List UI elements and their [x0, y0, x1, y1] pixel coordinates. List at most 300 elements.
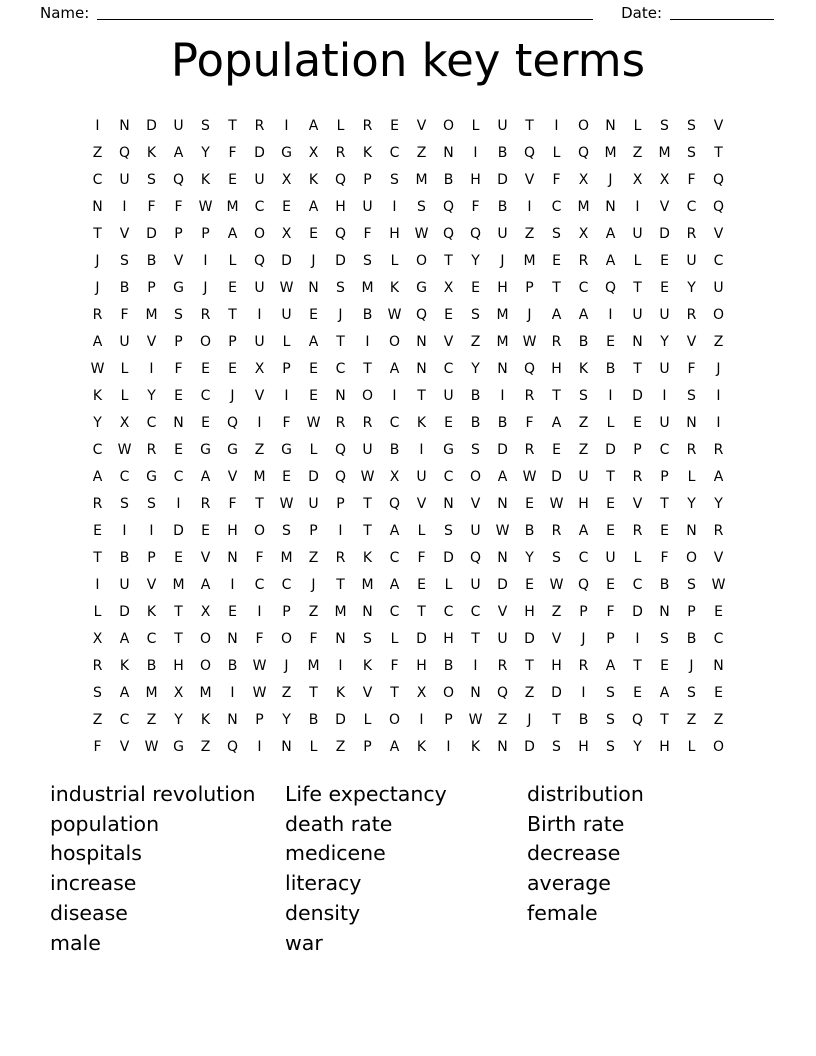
grid-cell: D — [146, 117, 157, 134]
grid-cell: P — [660, 468, 669, 485]
grid-cell: Q — [226, 414, 239, 431]
grid-cell: B — [497, 198, 508, 215]
grid-cell: U — [119, 333, 130, 350]
grid-cell: V — [713, 549, 724, 566]
grid-cell: J — [203, 279, 208, 296]
grid-cell: Q — [334, 468, 347, 485]
grid-cell: C — [389, 414, 400, 431]
grid-cell: S — [417, 198, 426, 215]
grid-cell: D — [335, 711, 346, 728]
grid-cell: X — [281, 225, 292, 242]
grid-cell: Q — [118, 144, 131, 161]
grid-cell: T — [228, 306, 237, 323]
grid-cell: W — [90, 360, 105, 377]
grid-cell: K — [362, 657, 373, 674]
grid-cell: J — [311, 252, 316, 269]
grid-cell: D — [551, 684, 562, 701]
grid-cell: P — [255, 711, 264, 728]
grid-cell: U — [173, 117, 184, 134]
grid-cell: V — [713, 117, 724, 134]
grid-cell: F — [93, 738, 102, 755]
grid-cell: A — [92, 468, 103, 485]
grid-cell: C — [713, 630, 724, 647]
grid-cell: K — [470, 738, 481, 755]
grid-cell: P — [633, 441, 642, 458]
grid-cell: R — [551, 522, 562, 539]
grid-cell: T — [174, 630, 183, 647]
grid-cell: H — [173, 657, 184, 674]
grid-cell: V — [470, 495, 481, 512]
grid-cell: W — [279, 495, 294, 512]
grid-cell: O — [388, 711, 401, 728]
grid-cell: T — [336, 576, 345, 593]
grid-cell: M — [523, 252, 536, 269]
grid-cell: I — [662, 387, 667, 404]
grid-cell: P — [336, 495, 345, 512]
grid-cell: E — [525, 576, 534, 593]
grid-cell: X — [200, 603, 211, 620]
grid-cell: E — [525, 495, 534, 512]
grid-cell: O — [469, 468, 482, 485]
grid-cell: K — [146, 603, 157, 620]
grid-cell: I — [203, 252, 208, 269]
grid-cell: F — [525, 414, 534, 431]
grid-cell: U — [443, 387, 454, 404]
grid-cell: I — [338, 657, 343, 674]
grid-cell: B — [119, 549, 130, 566]
grid-cell: I — [392, 387, 397, 404]
grid-cell: S — [336, 279, 345, 296]
grid-cell: O — [577, 117, 590, 134]
grid-cell: H — [227, 522, 238, 539]
grid-cell: U — [497, 630, 508, 647]
grid-cell: E — [660, 279, 669, 296]
grid-cell: D — [443, 549, 454, 566]
grid-cell: E — [714, 603, 723, 620]
grid-cell: Z — [686, 711, 697, 728]
word-item: Birth rate — [527, 811, 625, 836]
grid-cell: W — [387, 306, 402, 323]
grid-cell: E — [417, 576, 426, 593]
grid-cell: U — [470, 576, 481, 593]
grid-cell: V — [119, 738, 130, 755]
grid-cell: R — [254, 117, 265, 134]
grid-cell: I — [608, 387, 613, 404]
grid-cell: B — [389, 441, 400, 458]
grid-cell: Y — [174, 711, 183, 728]
word-list — [50, 780, 786, 958]
grid-cell: A — [605, 657, 616, 674]
grid-cell: X — [389, 468, 400, 485]
grid-cell: J — [527, 306, 532, 323]
grid-cell: H — [524, 603, 535, 620]
grid-cell: I — [257, 414, 262, 431]
grid-cell: R — [524, 387, 535, 404]
date-blank-line — [670, 4, 774, 20]
grid-cell: C — [119, 468, 130, 485]
grid-cell: Z — [551, 603, 562, 620]
grid-cell: O — [712, 306, 725, 323]
grid-cell: V — [659, 198, 670, 215]
word-list-column — [50, 780, 285, 958]
grid-cell: B — [119, 279, 130, 296]
grid-cell: Z — [632, 144, 643, 161]
grid-cell: G — [227, 441, 238, 458]
grid-cell: B — [659, 576, 670, 593]
grid-cell: A — [173, 144, 184, 161]
grid-cell: S — [471, 441, 480, 458]
grid-cell: I — [257, 738, 262, 755]
grid-cell: O — [442, 684, 455, 701]
grid-cell: R — [200, 495, 211, 512]
grid-cell: M — [199, 684, 212, 701]
grid-cell: L — [309, 441, 318, 458]
grid-cell: O — [199, 630, 212, 647]
grid-cell: L — [282, 333, 291, 350]
grid-cell: Q — [334, 225, 347, 242]
grid-cell: S — [552, 225, 561, 242]
grid-cell: D — [497, 576, 508, 593]
grid-cell: M — [280, 549, 293, 566]
grid-cell: A — [713, 468, 724, 485]
word-list-column — [285, 780, 527, 958]
grid-cell: S — [552, 549, 561, 566]
grid-cell: N — [497, 495, 508, 512]
grid-cell: R — [335, 414, 346, 431]
grid-cell: L — [633, 252, 642, 269]
grid-cell: T — [417, 387, 426, 404]
grid-cell: X — [578, 171, 589, 188]
grid-cell: C — [389, 144, 400, 161]
grid-cell: M — [226, 198, 239, 215]
grid-cell: Q — [469, 549, 482, 566]
grid-cell: Q — [253, 252, 266, 269]
grid-cell: E — [390, 117, 399, 134]
grid-cell: T — [471, 630, 480, 647]
grid-cell: U — [254, 171, 265, 188]
grid-cell: E — [660, 522, 669, 539]
grid-cell: C — [578, 279, 589, 296]
grid-cell: L — [417, 522, 426, 539]
grid-cell: P — [147, 279, 156, 296]
grid-cell: S — [606, 711, 615, 728]
name-label: Name: — [40, 4, 90, 22]
grid-cell: L — [633, 117, 642, 134]
grid-cell: U — [659, 414, 670, 431]
grid-cell: N — [119, 117, 130, 134]
grid-cell: E — [444, 414, 453, 431]
grid-cell: E — [660, 657, 669, 674]
grid-cell: I — [500, 387, 505, 404]
grid-cell: U — [119, 576, 130, 593]
grid-cell: E — [174, 441, 183, 458]
grid-cell: Y — [714, 495, 723, 512]
grid-cell: O — [415, 252, 428, 269]
grid-cell: H — [578, 495, 589, 512]
grid-cell: R — [524, 441, 535, 458]
grid-cell: T — [417, 603, 426, 620]
grid-cell: H — [497, 279, 508, 296]
grid-cell: L — [336, 117, 345, 134]
grid-cell: T — [363, 522, 372, 539]
grid-cell: U — [713, 279, 724, 296]
grid-cell: M — [334, 603, 347, 620]
grid-cell: N — [497, 549, 508, 566]
grid-cell: N — [686, 414, 697, 431]
grid-cell: F — [174, 360, 183, 377]
grid-cell: Q — [577, 144, 590, 161]
grid-cell: K — [146, 144, 157, 161]
grid-cell: D — [524, 630, 535, 647]
grid-cell: C — [146, 630, 157, 647]
grid-cell: C — [443, 603, 454, 620]
grid-cell: C — [335, 360, 346, 377]
grid-cell: J — [527, 711, 532, 728]
grid-cell: F — [282, 414, 291, 431]
grid-cell: Z — [200, 738, 211, 755]
grid-cell: I — [176, 495, 181, 512]
word-item: decrease — [527, 841, 621, 866]
grid-cell: Z — [335, 738, 346, 755]
grid-cell: L — [444, 576, 453, 593]
grid-cell: V — [146, 333, 157, 350]
grid-cell: I — [635, 198, 640, 215]
grid-cell: I — [608, 306, 613, 323]
grid-cell: D — [524, 738, 535, 755]
grid-cell: S — [363, 252, 372, 269]
grid-cell: T — [444, 252, 453, 269]
grid-cell: C — [632, 576, 643, 593]
grid-cell: M — [172, 576, 185, 593]
grid-cell: I — [446, 738, 451, 755]
grid-cell: Z — [146, 711, 157, 728]
grid-cell: W — [117, 441, 132, 458]
grid-cell: J — [230, 387, 235, 404]
grid-cell: C — [389, 603, 400, 620]
grid-cell: A — [200, 468, 211, 485]
grid-cell: E — [228, 171, 237, 188]
grid-cell: P — [201, 225, 210, 242]
grid-cell: R — [578, 252, 589, 269]
grid-cell: T — [93, 549, 102, 566]
grid-cell: Y — [660, 333, 669, 350]
grid-cell: J — [95, 252, 100, 269]
grid-cell: Y — [147, 387, 156, 404]
grid-cell: P — [525, 279, 534, 296]
grid-cell: I — [230, 684, 235, 701]
grid-cell: Y — [201, 144, 210, 161]
grid-cell: I — [473, 144, 478, 161]
grid-cell: G — [443, 441, 454, 458]
grid-cell: E — [228, 279, 237, 296]
grid-cell: F — [174, 198, 183, 215]
grid-cell: T — [336, 333, 345, 350]
grid-cell: R — [362, 117, 373, 134]
grid-cell: B — [146, 657, 157, 674]
grid-cell: E — [174, 549, 183, 566]
grid-cell: S — [363, 630, 372, 647]
grid-cell: A — [308, 117, 319, 134]
grid-cell: E — [552, 252, 561, 269]
grid-cell: M — [577, 198, 590, 215]
grid-cell: Q — [604, 279, 617, 296]
grid-cell: E — [606, 522, 615, 539]
grid-cell: Q — [442, 198, 455, 215]
grid-cell: I — [95, 117, 100, 134]
grid-cell: J — [338, 306, 343, 323]
grid-cell: H — [470, 171, 481, 188]
grid-cell: I — [95, 576, 100, 593]
grid-cell: R — [335, 144, 346, 161]
grid-cell: D — [416, 630, 427, 647]
grid-cell: L — [120, 387, 129, 404]
grid-cell: M — [253, 468, 266, 485]
grid-cell: V — [227, 468, 238, 485]
grid-cell: S — [147, 495, 156, 512]
grid-cell: N — [497, 738, 508, 755]
grid-cell: T — [255, 495, 264, 512]
grid-cell: R — [92, 306, 103, 323]
grid-cell: R — [713, 441, 724, 458]
grid-cell: W — [279, 279, 294, 296]
grid-cell: Q — [172, 171, 185, 188]
grid-cell: F — [552, 171, 561, 188]
grid-cell: U — [632, 306, 643, 323]
grid-cell: F — [147, 198, 156, 215]
grid-cell: P — [282, 603, 291, 620]
grid-cell: T — [660, 495, 669, 512]
grid-cell: I — [716, 387, 721, 404]
grid-cell: C — [659, 441, 670, 458]
grid-cell: L — [633, 549, 642, 566]
grid-cell: L — [687, 738, 696, 755]
grid-cell: W — [252, 657, 267, 674]
grid-cell: L — [390, 252, 399, 269]
grid-cell: B — [578, 333, 589, 350]
grid-cell: Z — [497, 711, 508, 728]
grid-cell: M — [307, 657, 320, 674]
grid-cell: O — [388, 333, 401, 350]
grid-cell: I — [581, 684, 586, 701]
grid-cell: P — [606, 630, 615, 647]
grid-cell: M — [415, 171, 428, 188]
grid-cell: B — [686, 630, 697, 647]
grid-cell: U — [119, 171, 130, 188]
grid-cell: K — [119, 657, 130, 674]
grid-cell: X — [578, 225, 589, 242]
grid-cell: D — [497, 441, 508, 458]
grid-cell: S — [120, 252, 129, 269]
grid-cell: E — [444, 306, 453, 323]
grid-cell: P — [363, 171, 372, 188]
grid-cell: L — [228, 252, 237, 269]
grid-cell: A — [389, 576, 400, 593]
grid-cell: F — [255, 630, 264, 647]
grid-cell: B — [227, 657, 238, 674]
grid-cell: V — [200, 549, 211, 566]
grid-cell: K — [200, 171, 211, 188]
grid-cell: A — [578, 522, 589, 539]
grid-cell: Q — [469, 225, 482, 242]
grid-cell: W — [252, 684, 267, 701]
grid-cell: C — [713, 252, 724, 269]
grid-cell: I — [635, 630, 640, 647]
grid-cell: T — [390, 684, 399, 701]
grid-cell: V — [524, 171, 535, 188]
grid-cell: G — [281, 144, 292, 161]
grid-cell: U — [281, 306, 292, 323]
grid-cell: C — [119, 711, 130, 728]
grid-cell: M — [145, 306, 158, 323]
grid-cell: V — [551, 630, 562, 647]
grid-cell: S — [687, 144, 696, 161]
grid-cell: I — [473, 657, 478, 674]
grid-cell: G — [416, 279, 427, 296]
grid-cell: I — [419, 441, 424, 458]
grid-cell: O — [712, 738, 725, 755]
grid-cell: N — [92, 198, 103, 215]
grid-cell: S — [390, 171, 399, 188]
grid-cell: R — [146, 441, 157, 458]
grid-cell: Y — [633, 738, 642, 755]
grid-cell: J — [500, 252, 505, 269]
grid-cell: T — [714, 144, 723, 161]
grid-cell: X — [281, 171, 292, 188]
grid-cell: B — [146, 252, 157, 269]
grid-cell: F — [120, 306, 129, 323]
grid-cell: U — [470, 522, 481, 539]
grid-cell: A — [119, 630, 130, 647]
grid-cell: S — [147, 171, 156, 188]
grid-cell: P — [174, 225, 183, 242]
name-blank-line — [97, 4, 593, 20]
grid-cell: E — [606, 333, 615, 350]
grid-cell: S — [201, 117, 210, 134]
grid-cell: G — [173, 738, 184, 755]
grid-cell: L — [471, 117, 480, 134]
grid-cell: X — [659, 171, 670, 188]
grid-cell: S — [174, 306, 183, 323]
grid-cell: I — [284, 117, 289, 134]
grid-cell: W — [549, 495, 564, 512]
grid-cell: P — [147, 549, 156, 566]
grid-cell: Z — [308, 549, 319, 566]
grid-cell: E — [93, 522, 102, 539]
grid-cell: Z — [416, 144, 427, 161]
grid-cell: D — [551, 468, 562, 485]
grid-cell: N — [686, 522, 697, 539]
grid-cell: E — [201, 414, 210, 431]
grid-cell: I — [149, 522, 154, 539]
grid-cell: C — [173, 468, 184, 485]
grid-cell: U — [632, 225, 643, 242]
grid-cell: T — [363, 495, 372, 512]
grid-cell: O — [253, 522, 266, 539]
grid-cell: X — [308, 144, 319, 161]
grid-cell: T — [552, 387, 561, 404]
word-item: male — [50, 930, 101, 955]
grid-cell: F — [417, 549, 426, 566]
grid-cell: I — [365, 333, 370, 350]
grid-cell: Z — [92, 711, 103, 728]
grid-cell: T — [633, 657, 642, 674]
grid-cell: D — [146, 225, 157, 242]
grid-cell: Q — [712, 198, 725, 215]
grid-cell: A — [551, 306, 562, 323]
grid-cell: S — [687, 576, 696, 593]
grid-cell: H — [443, 630, 454, 647]
grid-cell: K — [362, 144, 373, 161]
